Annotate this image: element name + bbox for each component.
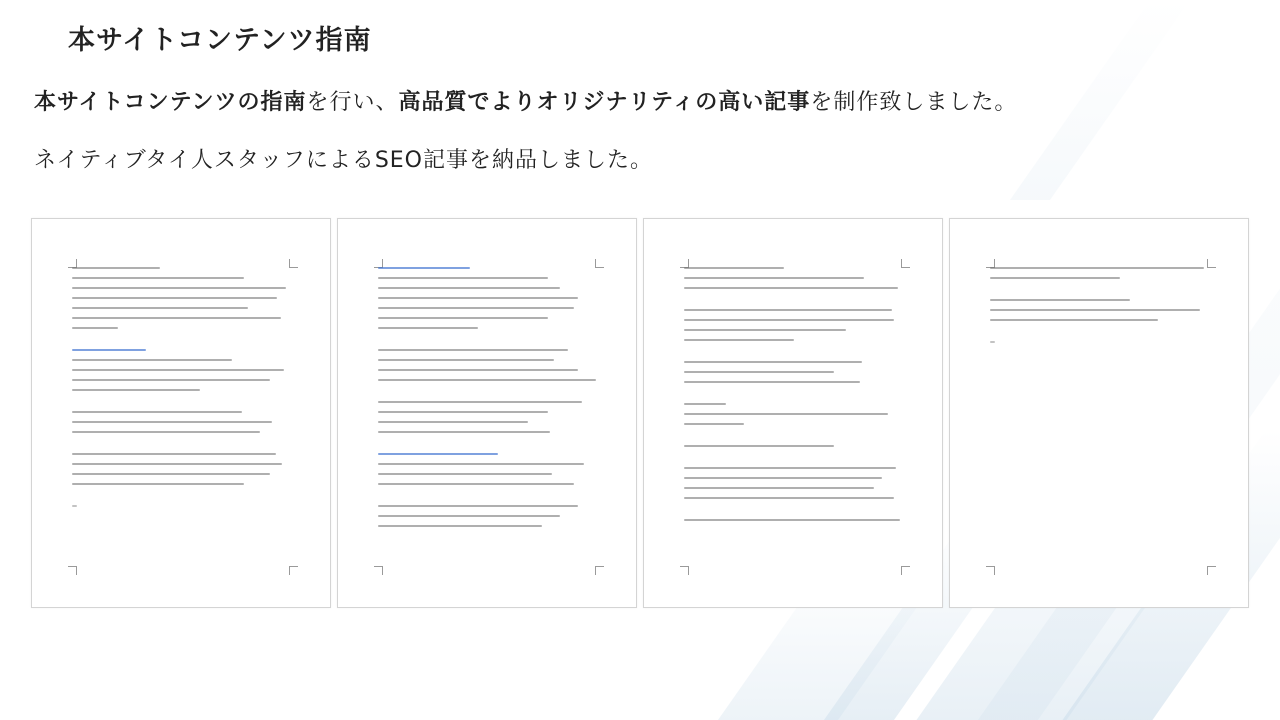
document-page-4 [949,218,1249,608]
thai-text-block [990,267,1208,351]
thai-text-block [684,267,902,529]
summary-line-1-part: を行い、 [306,90,399,115]
slide-title: 本サイトコンテンツ指南 [68,25,372,56]
page-corner-mark [901,259,910,268]
document-page-1 [31,218,331,608]
page-corner-mark [289,259,298,268]
summary-line-1-part: を制作致しました。 [810,90,1018,115]
page-corner-mark [1207,566,1216,575]
page-corner-mark [289,566,298,575]
page-corner-mark [680,566,689,575]
document-page-2 [337,218,637,608]
page-corner-mark [901,566,910,575]
document-page-3 [643,218,943,608]
summary-line-1-part: 高品質でよりオリジナリティの高い記事 [398,90,811,115]
summary-line-1 [34,85,1017,116]
thai-text-block [72,267,290,515]
bg-stripe [1010,0,1190,200]
summary-line-1-part: 本サイトコンテンツの指南 [34,90,307,115]
document-thumbnails [31,218,1249,608]
summary-line-2: ネイティブタイ人スタッフによるSEO記事を納品しました。 [34,148,654,173]
page-corner-mark [374,566,383,575]
page-corner-mark [1207,259,1216,268]
page-corner-mark [595,259,604,268]
page-corner-mark [68,566,77,575]
thai-text-block [378,267,596,535]
page-corner-mark [986,566,995,575]
page-corner-mark [595,566,604,575]
